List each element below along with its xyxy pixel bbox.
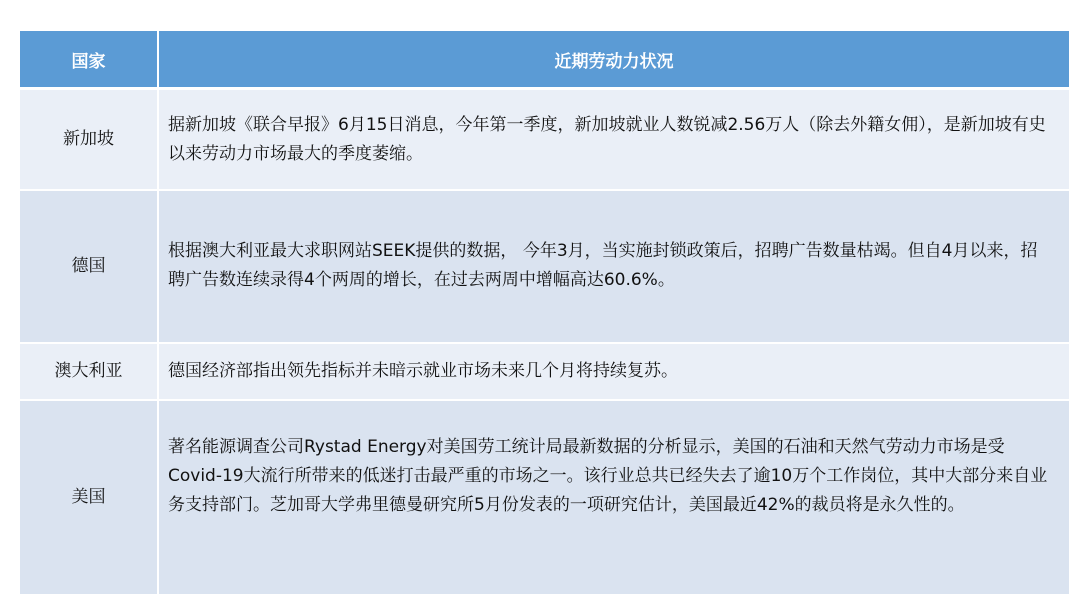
country-cell: 澳大利亚 (20, 343, 158, 400)
country-cell: 德国 (20, 190, 158, 343)
column-header-country: 国家 (20, 31, 158, 89)
table-row (20, 400, 1069, 595)
status-cell: 著名能源调查公司Rystad Energy对美国劳工统计局最新数据的分析显示，美国的石油和天然气劳动力市场是受Covid-19大流行所带来的低迷打击最严重的市场之一。该行业总共已经失去了逾10万个工作岗位，其中大部分来自业务支持部门。芝加哥大学弗里德曼研究所5月份发表的一项研究估计，美国最近42%的裁员将是永久性的。 (158, 400, 1069, 595)
column-header-status: 近期劳动力状况 (158, 31, 1069, 89)
country-cell: 美国 (20, 400, 158, 595)
country-cell: 新加坡 (20, 89, 158, 191)
table-row (20, 190, 1069, 343)
table-header-row (20, 31, 1069, 89)
status-cell: 据新加坡《联合早报》6月15日消息，今年第一季度，新加坡就业人数锐减2.56万人（除去外籍女佣），是新加坡有史以来劳动力市场最大的季度萎缩。 (158, 89, 1069, 191)
table-row (20, 89, 1069, 191)
status-cell: 根据澳大利亚最大求职网站SEEK提供的数据， 今年3月，当实施封锁政策后，招聘广告数量枯竭。但自4月以来，招聘广告数连续录得4个两周的增长，在过去两周中增幅高达60.6%。 (158, 190, 1069, 343)
labor-status-table (20, 31, 1069, 596)
table-row (20, 343, 1069, 400)
status-cell: 德国经济部指出领先指标并未暗示就业市场未来几个月将持续复苏。 (158, 343, 1069, 400)
